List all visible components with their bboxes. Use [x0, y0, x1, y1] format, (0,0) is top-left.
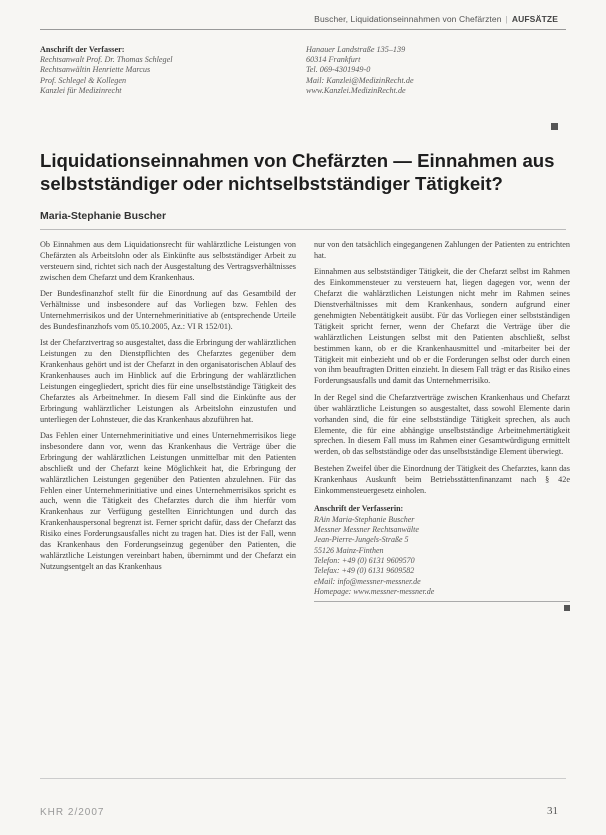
address-line: 60314 Frankfurt — [306, 55, 361, 65]
contact-fax: Telefax: +49 (0) 6131 9609582 — [314, 566, 415, 576]
article-title: Liquidationseinnahmen von Chefärzten — Einnahmen aus selbstständiger oder nichtselbstständiger Tätigkeit? — [40, 150, 555, 194]
address-right-column — [306, 45, 556, 96]
contact-line: Jean-Pierre-Jungels-Straße 5 — [314, 535, 409, 545]
body-paragraph: Ob Einnahmen aus dem Liquidationsrecht für wahlärztliche Leistungen von Chefärzten als Arbeitslohn oder als Einkünfte aus selbstständiger Arbeit zu versteuern sind, richtet sich nach der Ausgestaltung des Vertragsverhältnisses zwischen dem Chefarzt und dem Krankenhaus. — [40, 240, 296, 282]
address-line: Kanzlei für Medizinrecht — [40, 85, 122, 95]
body-paragraph: Das Fehlen einer Unternehmerinitiative und eines Unternehmerrisikos liege insbesondere dann vor, wenn das Krankenhaus die Verträge über die Erbringung der wahlärztlichen Leistungen unmittelbar mit den Patienten abschließt und der Chefarzt keine Möglichkeit hat, die Erbringung der wahlärztlichen Leistungen gegenüber den Patienten abzulehnen. Für das Fehlen einer Unternehmerinitiative und eines Unternehmerrisikos spricht es auch, wenn die Tätigkeit des Chefarztes durch die ihm hierfür vom Krankenhaus zur Verfügung gestellten Einrichtungen und durch das Krankenhauspersonal begrenzt ist. Ferner spricht dafür, dass der Chefarzt das Risiko eines Forderungsausfalles nicht zu tragen hat. Dies ist der Fall, wenn das Krankenhaus den Forderungseinzug gegenüber den Patienten, die wahlärztliche Leistungen vereinbart haben, übernimmt und der Chefarzt ein Nutzungsentgelt an das Krankenhaus — [40, 431, 296, 571]
contact-phone: Telefon: +49 (0) 6131 9609570 — [314, 555, 415, 565]
address-line: Rechtsanwältin Henriette Marcus — [40, 65, 151, 75]
page-number: 31 — [547, 805, 558, 817]
contact-line: Messner Messner Rechtsanwälte — [314, 525, 419, 535]
address-line: Hanauer Landstraße 135–139 — [306, 45, 406, 54]
address-line: Rechtsanwalt Prof. Dr. Thomas Schlegel — [40, 55, 173, 65]
contact-line: 55126 Mainz-Finthen — [314, 545, 384, 555]
address-heading: Anschrift der Verfasser: — [40, 45, 125, 54]
author-contact — [314, 504, 570, 602]
contact-line: RAin Maria-Stephanie Buscher — [314, 514, 415, 524]
contact-rule — [314, 601, 570, 602]
body-paragraph: In der Regel sind die Chefarztverträge zwischen Krankenhaus und Chefarzt über wahlärztliche Leistungen so ausgestaltet, dass sowohl Elemente darin vorhanden sind, die für eine selbstständige Tätigkeit sprechen, als auch Elemente, die für eine abhängige unselbstständige Arbeitnehmertätigkeit sprechen. In diesem Fall muss im Rahmen einer Gesamtwürdigung ermittelt werden, ob das selbstständige oder das unselbstständige Element überwiegt. — [314, 392, 570, 457]
running-head — [314, 14, 558, 24]
body-paragraph: Bestehen Zweifel über die Einordnung der Tätigkeit des Chefarztes, kann das Krankenhaus Auskunft beim Betriebsstättenfinanzamt nach § 42e Einkommensteuergesetz einholen. — [314, 463, 570, 495]
address-line: www.Kanzlei.MedizinRecht.de — [306, 85, 406, 95]
author-rule — [40, 229, 566, 230]
body-right-column — [314, 240, 570, 602]
body-paragraph: nur von den tatsächlich eingegangenen Zahlungen der Patienten zu entrichten hat. — [314, 240, 570, 260]
running-head-title: Buscher, Liquidationseinnahmen von Chefärzten — [314, 14, 502, 24]
running-head-section: AUFSÄTZE — [511, 14, 558, 24]
address-line: Prof. Schlegel & Kollegen — [40, 75, 127, 85]
address-line: Tel. 069-4301949-0 — [306, 65, 371, 75]
body-paragraph: Ist der Chefarztvertrag so ausgestaltet, dass die Erbringung der wahlärztlichen Leistungen zu den Dienstpflichten des Chefarztes gegenüber dem Krankenhaus gehört und ist der Chefarzt in den organisatorischen Ablauf des Krankenhauses auch im Hinblick auf die Erbringung der wahlärztlichen Leistungen eingegliedert, spricht dies für eine unselbstständige Tätigkeit des Chefarztes als Arbeitnehmer. In diesem Fall sind die Einkünfte aus der Erbringung wahlärztlicher Leistungen als Arbeitslohn einzustufen und unterliegen der Lohnsteuer, die das Krankenhaus abzuführen hat. — [40, 338, 296, 424]
article-author: Maria-Stephanie Buscher — [40, 210, 167, 222]
contact-heading: Anschrift der Verfasserin: — [314, 504, 404, 514]
journal-issue: KHR 2/2007 — [40, 807, 105, 818]
header-rule — [40, 29, 566, 30]
end-of-article-square-icon — [564, 605, 570, 611]
contact-email: eMail: info@messner-messner.de — [314, 576, 421, 586]
address-left-column — [40, 45, 290, 96]
body-paragraph: Der Bundesfinanzhof stellt für die Einordnung auf das Gesamtbild der Verhältnisse und insbesondere auf das Vorliegen bzw. Fehlen des Unternehmerrisikos und der Unternehmerinitiative ab (entsprechende Urteile des Bundesfinanzhofs vom 05.10.2005, Az.: VI R 152/01). — [40, 289, 296, 331]
body-left-column — [40, 240, 296, 578]
body-paragraph: Einnahmen aus selbstständiger Tätigkeit, die der Chefarzt selbst im Rahmen des Einkommensteuer zu versteuern hat, liegen dagegen vor, wenn der Chefarzt die wahlärztlichen Leistungen nicht mehr im Rahmen seines Dienstverhältnisses mit dem Krankenhaus, sondern aufgrund einer genehmigten Nebentätigkeit ausübt. Für das Vorliegen einer selbstständigen Tätigkeit spricht ferner, wenn der Chefarzt die Verträge über die wahlärztlichen Leistungen selbst mit den Patienten abschließt, selbst bestimmen kann, ob er die Krankenhausmittel und -mitarbeiter bei der Tätigkeit mit einbezieht und ob er die Forderungen selbst oder durch einen von ihm beauftragten Dritten einzieht. In diesem Fall trägt er das Risiko eines Forderungsausfalls und damit das Unternehmerrisiko. — [314, 267, 570, 386]
running-head-separator: | — [505, 14, 508, 24]
contact-homepage: Homepage: www.messner-messner.de — [314, 586, 435, 596]
address-line: Mail: Kanzlei@MedizinRecht.de — [306, 75, 414, 85]
end-of-block-square-icon — [551, 123, 558, 130]
footer-rule — [40, 778, 566, 779]
